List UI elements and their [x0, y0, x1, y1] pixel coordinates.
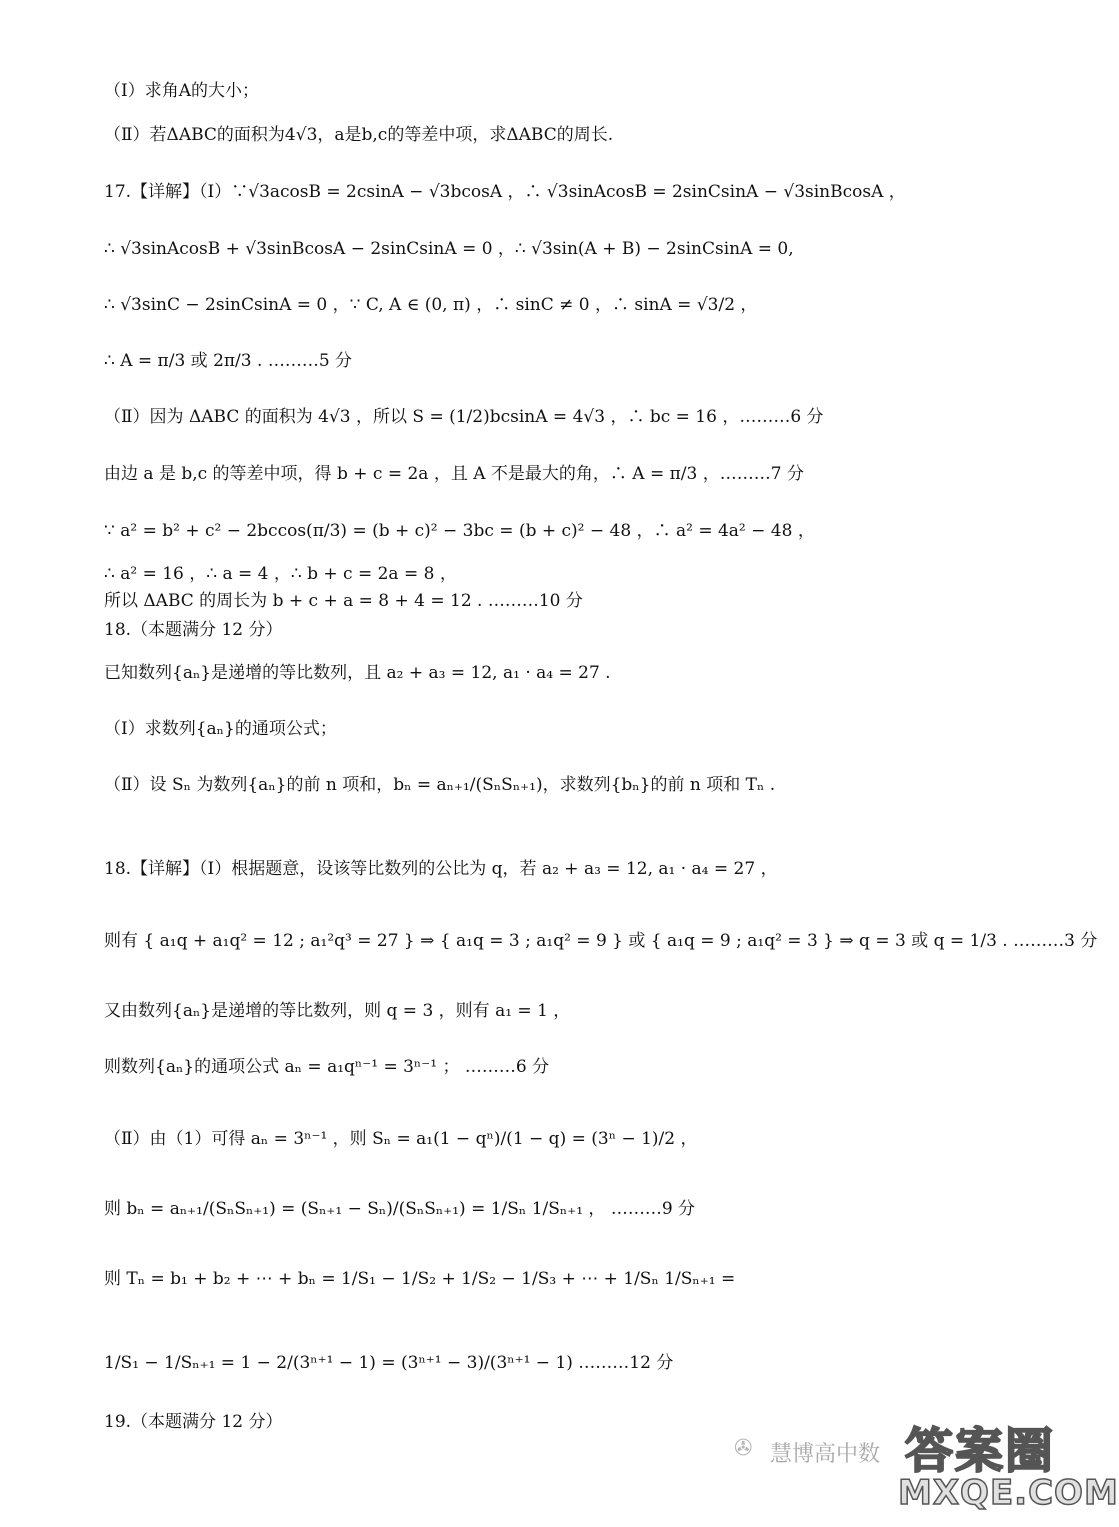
a18-line-2: 则有 { a₁q + a₁q² = 12 ; a₁²q³ = 27 } ⇒ { a₁q = 3 ; a₁q² = 9 } 或 { a₁q = 9 ; a₁q² = 3 } ⇒ q = 3 或 q = 1/3 . ………3 分 — [104, 931, 1098, 951]
a18-line-3: 又由数列{aₙ}是递增的等比数列，则 q = 3 ，则有 a₁ = 1 ， — [104, 1001, 571, 1021]
q16-part1: （Ⅰ）求角A的大小； — [104, 81, 259, 101]
a18-line-5: （Ⅱ）由（1）可得 aₙ = 3ⁿ⁻¹ ，则 Sₙ = a₁(1 − qⁿ)/(1 − q) = (3ⁿ − 1)/2 ， — [104, 1129, 698, 1149]
a17-line-5: （Ⅱ）因为 ΔABC 的面积为 4√3 ，所以 S = (1/2)bcsinA = 4√3 ，∴ bc = 16 ，………6 分 — [104, 407, 824, 427]
a18-line-7: 则 Tₙ = b₁ + b₂ + ⋯ + bₙ = 1/S₁ − 1/S₂ + 1/S₂ − 1/S₃ + ⋯ + 1/Sₙ 1/Sₙ₊₁ = — [104, 1269, 736, 1289]
a17-line-4: ∴ A = π/3 或 2π/3 . ………5 分 — [104, 351, 353, 371]
q18-part1: （Ⅰ）求数列{aₙ}的通项公式； — [104, 719, 337, 739]
a18-line-1: 18.【详解】（Ⅰ）根据题意，设该等比数列的公比为 q，若 a₂ + a₃ = 12, a₁ · a₄ = 27 ， — [104, 859, 778, 879]
a17-line-2: ∴ √3sinAcosB + √3sinBcosA − 2sinCsinA = 0 ，∴ √3sin(A + B) − 2sinCsinA = 0, — [104, 239, 794, 259]
watermark-url: MXQE.COM — [898, 1473, 1119, 1513]
a17-line-3: ∴ √3sinC − 2sinCsinA = 0 ，∵ C, A ∈ (0, π) ，∴ sinC ≠ 0 ，∴ sinA = √3/2 ， — [104, 295, 758, 315]
watermark-account: 慧博高中数 — [770, 1442, 881, 1467]
a17-line-7: ∵ a² = b² + c² − 2bccos(π/3) = (b + c)² − 3bc = (b + c)² − 48 ，∴ a² = 4a² − 48 ， — [104, 521, 815, 541]
a17-line-8: ∴ a² = 16 ，∴ a = 4 ，∴ b + c = 2a = 8 ， — [104, 564, 457, 584]
watermark-logo: 答案圈 — [905, 1423, 1056, 1479]
q18-part2: （Ⅱ）设 Sₙ 为数列{aₙ}的前 n 项和，bₙ = aₙ₊₁/(SₙSₙ₊₁)，求数列{bₙ}的前 n 项和 Tₙ . — [104, 775, 776, 795]
q18-title: 18.（本题满分 12 分） — [104, 620, 283, 640]
a18-line-6: 则 bₙ = aₙ₊₁/(SₙSₙ₊₁) = (Sₙ₊₁ − Sₙ)/(SₙSₙ₊₁) = 1/Sₙ 1/Sₙ₊₁ ， ………9 分 — [104, 1199, 696, 1219]
q19-title: 19.（本题满分 12 分） — [104, 1412, 283, 1432]
wechat-icon: ✇ — [734, 1436, 753, 1461]
a17-line-6: 由边 a 是 b,c 的等差中项，得 b + c = 2a ，且 A 不是最大的角，∴ A = π/3 ，………7 分 — [104, 464, 804, 484]
a17-line-9: 所以 ΔABC 的周长为 b + c + a = 8 + 4 = 12 . ………10 分 — [104, 591, 583, 611]
q18-stem: 已知数列{aₙ}是递增的等比数列，且 a₂ + a₃ = 12, a₁ · a₄ = 27 . — [104, 663, 611, 683]
q16-part2: （Ⅱ）若ΔABC的面积为4√3，a是b,c的等差中项，求ΔABC的周长. — [104, 125, 614, 145]
a18-line-8: 1/S₁ − 1/Sₙ₊₁ = 1 − 2/(3ⁿ⁺¹ − 1) = (3ⁿ⁺¹ − 3)/(3ⁿ⁺¹ − 1) ………12 分 — [104, 1353, 674, 1373]
a17-line-1: 17.【详解】（Ⅰ）∵√3acosB = 2csinA − √3bcosA ，∴ √3sinAcosB = 2sinCsinA − √3sinBcosA ， — [104, 182, 906, 202]
a18-line-4: 则数列{aₙ}的通项公式 aₙ = a₁qⁿ⁻¹ = 3ⁿ⁻¹ ； ………6 分 — [104, 1057, 550, 1077]
